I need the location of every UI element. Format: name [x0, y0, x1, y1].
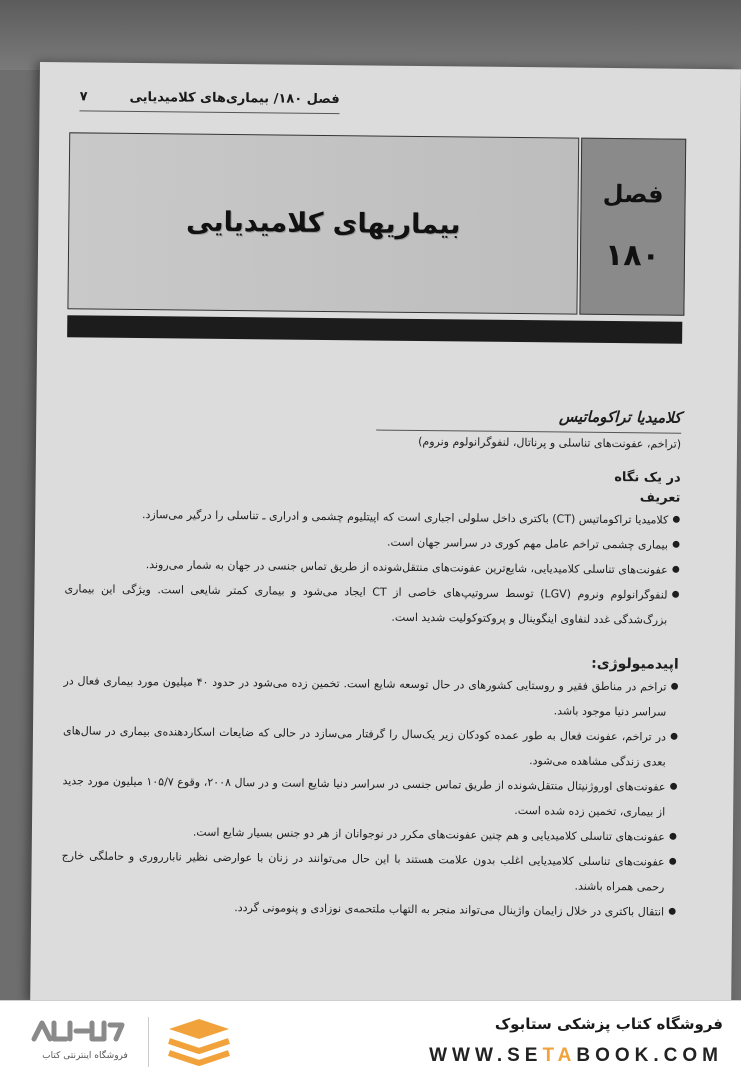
definition-list [64, 501, 680, 632]
list-item: ● بیماری چشمی تراخم عامل مهم کوری در سراسر جهان است. [65, 526, 680, 557]
setabook-logo[interactable] [30, 1015, 245, 1069]
list-item: ● تراخم در مناطق فقیر و روستایی کشورهای در حال توسعه شایع است. تخمین زده می‌شود در حدود ۴۰ میلیون مورد بیماری فعال در سراسر دنیا موجود باشد. [63, 668, 678, 724]
chapter-number-panel [579, 138, 686, 316]
list-item: ● عفونت‌های تناسلی کلامیدیایی، شایع‌ترین عفونت‌های منتقل‌شونده از طریق تماس جنسی در جهان به شمار می‌روند. [65, 551, 680, 582]
logo-divider [148, 1017, 149, 1067]
list-item: ● لنفوگرانولوم ونروم (LGV) توسط سروتیپ‌های خاصی از CT ایجاد می‌شود و بیماری کمتر شایعی است. ویژگی این بیماری بزرگ‌شدگی غدد لنفاوی اینگوینال و پروکتوکولیت شدید است. [64, 576, 679, 632]
section-heading: کلامیدیا تراکوماتیس [558, 407, 682, 427]
store-url[interactable] [429, 1045, 723, 1067]
url-accent: TA [542, 1045, 577, 1066]
url-prefix: WWW.SE [429, 1045, 543, 1066]
chapter-title: بیماریهای کلامیدیایی [185, 206, 461, 241]
running-header [79, 82, 339, 114]
epidemiology-list [61, 668, 679, 924]
epidemiology-heading: اپیدمیولوژی: [591, 655, 679, 673]
book-page [30, 62, 741, 1009]
watermark-footer [0, 1000, 741, 1081]
list-item: ● کلامیدیا تراکوماتیس (CT) باکتری داخل سلولی اجباری است که اپیتلیوم چشمی و ادراری ـ تناسلی را درگیر می‌سازد. [65, 501, 680, 532]
at-a-glance-heading: در یک نگاه [614, 470, 681, 486]
chapter-title-panel [67, 132, 579, 314]
background-top [0, 0, 741, 70]
chapter-divider-bar [67, 315, 682, 343]
logo-subtitle: فروشگاه اینترنتی کتاب [42, 1051, 128, 1061]
store-name: فروشگاه کتاب پزشکی ستابوک [494, 1015, 723, 1033]
list-item: ● در تراخم، عفونت فعال به طور عمده کودکان زیر یک‌سال را گرفتار می‌سازد در حالی که ضایعات اسکاردهنده‌ی بیماری در سال‌های بعدی زندگی مشاهده می‌شود. [63, 718, 678, 774]
page-number: ۷ [79, 88, 88, 104]
list-item: ● عفونت‌های تناسلی کلامیدیایی اغلب بدون علامت هستند با این حال می‌توانند در زنان با عوارضی نظیر نابارروری و حاملگی خارج رحمی همراه باشند. [61, 843, 676, 899]
list-item: ● عفونت‌های اوروژنیتال منتقل‌شونده از طریق تماس جنسی در سراسر دنیا شایع است و در سال ۲۰۰۸، وقوع ۱۰۵/۷ میلیون مورد جدید از بیماری، تخمین زده شده است. [62, 768, 677, 824]
page-content [61, 402, 681, 924]
section-subtitle: (تراخم، عفونت‌های تناسلی و پرناتال، لنفوگرانولوم ونروم) [376, 430, 681, 451]
definition-heading: تعریف [639, 490, 681, 506]
running-header-title: فصل ۱۸۰/ بیماری‌های کلامیدیایی [129, 89, 340, 107]
chapter-label: فصل [602, 179, 664, 209]
book-stack-icon [164, 1017, 234, 1067]
logo-wordmark-icon [30, 1015, 135, 1049]
chapter-number: ۱۸۰ [604, 237, 661, 274]
list-item: ● انتقال باکتری در خلال زایمان واژینال می‌تواند منجر به التهاب ملتحمه‌ی نوزادی و پنومونی گردد. [61, 893, 676, 924]
url-suffix: BOOK.COM [576, 1045, 723, 1066]
chapter-banner [67, 132, 684, 343]
list-item: ● عفونت‌های تناسلی کلامیدیایی و هم چنین عفونت‌های مکرر در نوجوانان از هر دو جنس بسیار شایع است. [62, 818, 677, 849]
